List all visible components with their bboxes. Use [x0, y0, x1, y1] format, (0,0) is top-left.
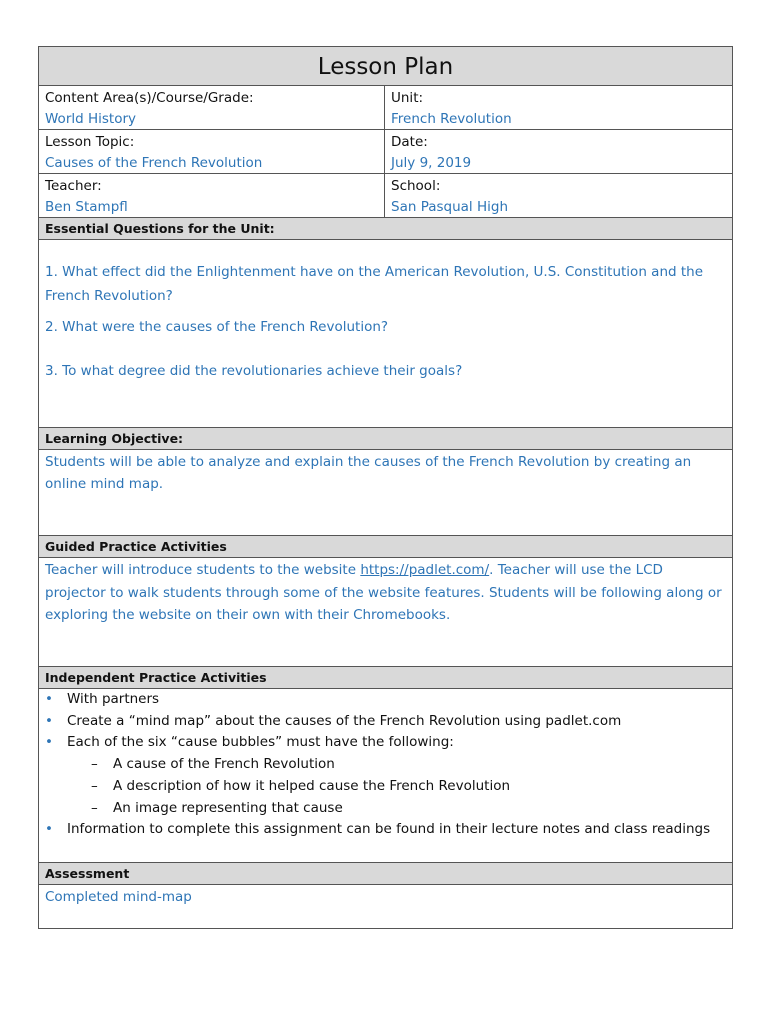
guided-practice-heading: Guided Practice Activities — [39, 535, 732, 557]
sub-list-item: – A cause of the French Revolution — [45, 754, 726, 776]
teacher-label: Teacher: — [45, 178, 102, 194]
date-value: July 9, 2019 — [391, 155, 472, 171]
list-item: • Create a “mind map” about the causes of the French Revolution using padlet.com — [45, 711, 726, 733]
independent-practice-heading: Independent Practice Activities — [39, 666, 732, 688]
topic-cell — [39, 130, 385, 173]
info-row-topic-date — [39, 129, 732, 173]
learning-objective-heading: Learning Objective: — [39, 427, 732, 449]
school-label: School: — [391, 178, 441, 194]
padlet-link[interactable]: https://padlet.com/ — [360, 562, 490, 578]
lesson-plan-table — [38, 46, 733, 929]
topic-value: Causes of the French Revolution — [45, 155, 263, 171]
school-value: San Pasqual High — [391, 199, 508, 215]
essential-question-3: 3. To what degree did the revolutionaries achieve their goals? — [45, 363, 463, 379]
independent-practice-list-end — [45, 819, 726, 841]
date-label: Date: — [391, 134, 428, 150]
assessment-text: Completed mind-map — [39, 884, 732, 928]
teacher-value: Ben Stampfl — [45, 199, 128, 215]
guided-practice-text-after: . Teacher will use the LCD projector to walk students through some of the website features. Students will be following along or exploring the website on their own with their Chromebooks. — [45, 562, 722, 623]
school-cell — [385, 174, 732, 217]
essential-question-2: 2. What were the causes of the French Revolution? — [45, 319, 389, 335]
sub-list-item: – An image representing that cause — [45, 798, 726, 820]
guided-practice-text-before: Teacher will introduce students to the website — [45, 562, 361, 578]
cause-bubble-requirements — [45, 754, 726, 819]
independent-practice-body — [39, 688, 732, 862]
course-label: Content Area(s)/Course/Grade: — [45, 90, 254, 106]
essential-questions-body — [39, 239, 732, 427]
teacher-cell — [39, 174, 385, 217]
unit-value: French Revolution — [391, 111, 512, 127]
list-item-label: Each of the six “cause bubbles” must have the following: — [67, 734, 454, 751]
essential-questions-heading: Essential Questions for the Unit: — [39, 217, 732, 239]
essential-question-1: 1. What effect did the Enlightenment have on the American Revolution, U.S. Constitution and the French Revolution? — [45, 264, 704, 304]
assessment-heading: Assessment — [39, 862, 732, 884]
sub-list-item: – A description of how it helped cause the French Revolution — [45, 776, 726, 798]
info-row-teacher-school — [39, 173, 732, 217]
unit-label: Unit: — [391, 90, 424, 106]
info-row-course-unit — [39, 85, 732, 129]
date-cell — [385, 130, 732, 173]
page-title: Lesson Plan — [39, 47, 732, 85]
list-item: • With partners — [45, 689, 726, 711]
list-item: • Information to complete this assignment can be found in their lecture notes and class readings — [45, 819, 726, 841]
course-value: World History — [45, 111, 137, 127]
independent-practice-list — [45, 689, 726, 754]
list-item — [45, 732, 726, 754]
course-cell — [39, 86, 385, 129]
learning-objective-text: Students will be able to analyze and explain the causes of the French Revolution by creating an online mind map. — [39, 449, 732, 535]
guided-practice-body — [39, 557, 732, 666]
topic-label: Lesson Topic: — [45, 134, 135, 150]
unit-cell — [385, 86, 732, 129]
